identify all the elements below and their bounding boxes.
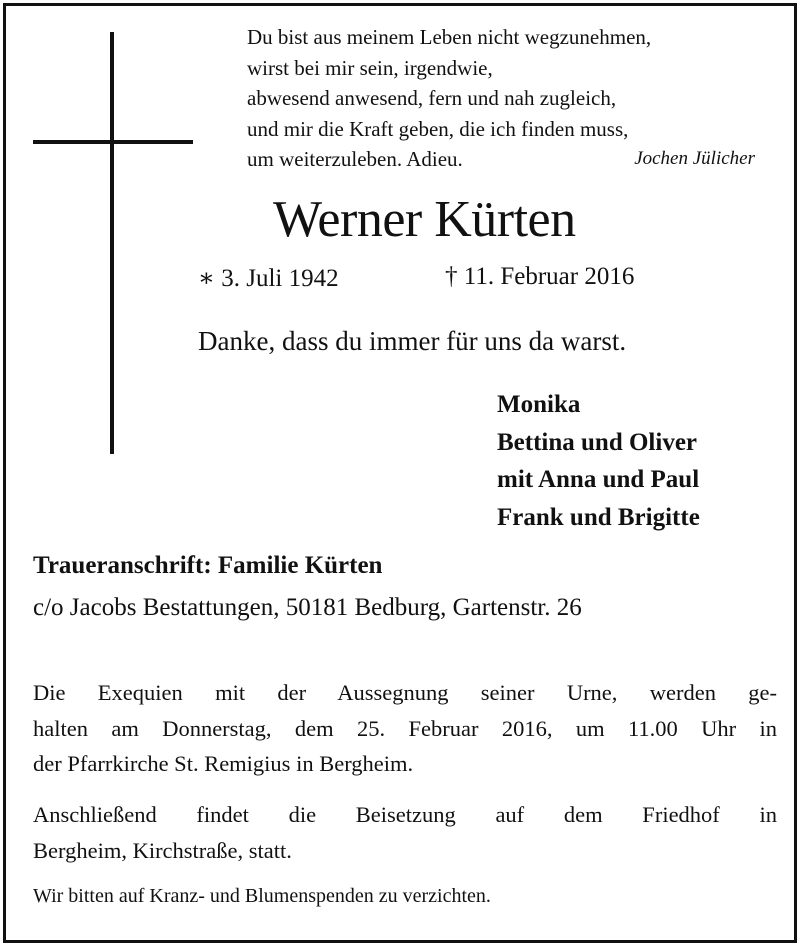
- poem-line: wirst bei mir sein, irgendwie,: [247, 55, 493, 80]
- poem-line: [247, 144, 767, 175]
- poem: [247, 22, 767, 175]
- poem-last-line: um weiterzuleben. Adieu.: [247, 147, 463, 171]
- family-line: Bettina und Oliver: [497, 428, 698, 456]
- paragraph-line: halten am Donnerstag, dem 25. Februar 2016, um 11.00 Uhr in: [33, 715, 777, 741]
- poem-author: Jochen Jülicher: [634, 148, 755, 169]
- cross-vertical-bar: [110, 32, 114, 454]
- poem-line: abwesend anwesend, fern und nah zugleich,: [247, 86, 617, 110]
- cross-horizontal-bar: [33, 140, 193, 144]
- paragraph-line: Die Exequien mit der Aussegnung seiner Urne, werden ge-: [33, 680, 777, 705]
- poem-line: Du bist aus meinem Leben nicht wegzunehmen,: [247, 25, 652, 49]
- family-line: Monika: [497, 391, 581, 418]
- burial-paragraph: [33, 797, 777, 868]
- deceased-name: Werner Kürten: [273, 191, 576, 248]
- paragraph-line: der Pfarrkirche St. Remigius in Bergheim.: [33, 751, 414, 776]
- service-paragraph: [33, 675, 777, 782]
- paragraph-line: Anschließend findet die Beisetzung auf dem Friedhof in: [33, 802, 777, 827]
- address-line: c/o Jacobs Bestattungen, 50181 Bedburg, Gartenstr. 26: [33, 594, 582, 621]
- flowers-note: Wir bitten auf Kranz- und Blumenspenden zu verzichten.: [33, 885, 491, 907]
- family-line: Frank und Brigitte: [497, 503, 700, 531]
- thanks-line: Danke, dass du immer für uns da warst.: [198, 326, 627, 356]
- poem-line: und mir die Kraft geben, die ich finden muss,: [247, 116, 629, 141]
- address-title: Traueranschrift: Familie Kürten: [33, 552, 383, 579]
- birth-date: ∗ 3. Juli 1942: [198, 265, 339, 292]
- family-line: mit Anna und Paul: [497, 466, 700, 493]
- paragraph-line: Bergheim, Kirchstraße, statt.: [33, 837, 292, 863]
- death-date: † 11. Februar 2016: [445, 263, 635, 290]
- family-signatures: [497, 386, 700, 536]
